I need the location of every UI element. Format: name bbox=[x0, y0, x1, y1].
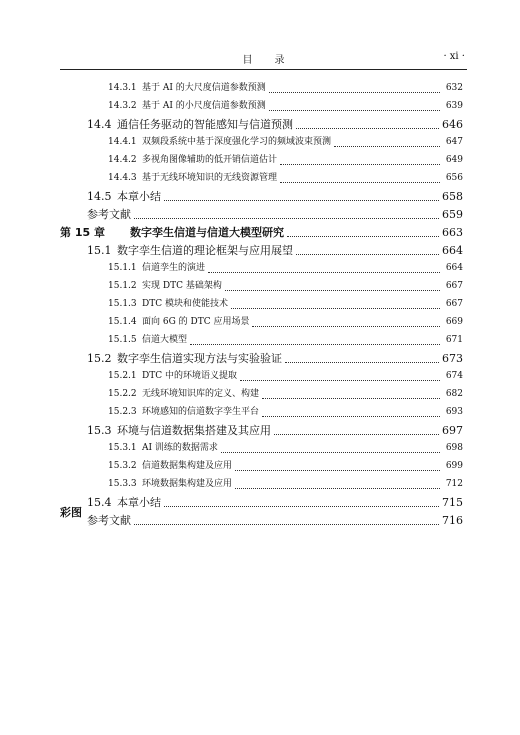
toc-entry-title: 环境感知的信道数字孪生平台 bbox=[142, 407, 260, 417]
toc-entry-title: 基于 AI 的大尺度信道参数预测 bbox=[142, 83, 266, 93]
toc-dot-leader bbox=[262, 415, 440, 417]
toc-entry-number: 15.3.2 bbox=[108, 461, 137, 471]
toc-entry-title: 数字孪生信道实现方法与实验验证 bbox=[117, 352, 282, 365]
toc-entry-page: 664 bbox=[442, 244, 463, 257]
toc-entry-page: 639 bbox=[445, 101, 463, 111]
toc-entry[interactable] bbox=[87, 494, 463, 512]
toc-entry[interactable] bbox=[108, 440, 463, 458]
toc-entry[interactable] bbox=[87, 206, 463, 224]
toc-entry-page: 656 bbox=[445, 173, 463, 183]
toc-entry-title: 信道孪生的演进 bbox=[142, 263, 206, 273]
toc-dot-leader bbox=[134, 217, 439, 219]
toc-entry-title: 数字孪生信道的理论框架与应用展望 bbox=[117, 244, 293, 257]
toc-entry[interactable] bbox=[108, 332, 463, 350]
toc-entry-page: 632 bbox=[445, 83, 463, 93]
toc-entry-title: 通信任务驱动的智能感知与信道预测 bbox=[117, 118, 293, 131]
header-rule bbox=[60, 69, 467, 70]
toc-entry-title: 面向 6G 的 DTC 应用场景 bbox=[142, 317, 250, 327]
toc-entry-title: 本章小结 bbox=[117, 496, 161, 509]
toc-entry-page: 667 bbox=[445, 281, 463, 291]
toc-entry-page: 699 bbox=[445, 461, 463, 471]
toc-dot-leader bbox=[240, 379, 440, 381]
toc-dot-leader bbox=[134, 523, 439, 525]
toc-entry-title: DTC 模块和使能技术 bbox=[142, 299, 228, 309]
toc-dot-leader bbox=[231, 307, 440, 309]
toc-entry-number: 15.1.5 bbox=[108, 335, 137, 345]
toc-entry-title: 数字孪生信道与信道大模型研究 bbox=[130, 226, 284, 239]
header-title: 目录 bbox=[242, 55, 307, 66]
toc-entry[interactable] bbox=[60, 224, 463, 242]
toc-entry-page: 669 bbox=[445, 317, 463, 327]
toc-entry[interactable] bbox=[108, 458, 463, 476]
toc-entry-number: 14.4 bbox=[87, 118, 112, 131]
toc-entry-title: 实现 DTC 基础架构 bbox=[142, 281, 222, 291]
toc-entry-page: 671 bbox=[445, 335, 463, 345]
toc-entry-page: 693 bbox=[445, 407, 463, 417]
toc-dot-leader bbox=[280, 163, 440, 165]
toc-entry-title: AI 训练的数据需求 bbox=[142, 443, 218, 453]
toc-entry-number: 第 15 章 bbox=[60, 226, 105, 239]
toc-entry[interactable] bbox=[108, 296, 463, 314]
toc-dot-leader bbox=[225, 289, 440, 291]
toc-dot-leader bbox=[221, 451, 440, 453]
toc-entry-title: 环境数据集构建及应用 bbox=[142, 479, 233, 489]
toc-entry-number: 15.4 bbox=[87, 496, 112, 509]
toc-entry-page: 698 bbox=[445, 443, 463, 453]
toc-entry-title: 信道大模型 bbox=[142, 335, 188, 345]
toc-entry[interactable] bbox=[108, 98, 463, 116]
toc-entry-title: 环境与信道数据集搭建及其应用 bbox=[117, 424, 271, 437]
toc-entry[interactable] bbox=[87, 422, 463, 440]
toc-entry-title: 多视角图像辅助的低开销信道估计 bbox=[142, 155, 278, 165]
toc-entry-page: 649 bbox=[445, 155, 463, 165]
toc-entry-number: 15.3.3 bbox=[108, 479, 137, 489]
toc-entry[interactable] bbox=[87, 350, 463, 368]
toc-entry-number: 14.3.1 bbox=[108, 83, 137, 93]
toc-entry-page: 682 bbox=[445, 389, 463, 399]
toc-entry[interactable] bbox=[87, 242, 463, 260]
toc-entry-page: 673 bbox=[442, 352, 463, 365]
toc-entry[interactable] bbox=[108, 278, 463, 296]
toc-entry-page: 712 bbox=[445, 479, 463, 489]
toc-dot-leader bbox=[296, 127, 439, 129]
toc-entry-number: 14.5 bbox=[87, 190, 112, 203]
running-header bbox=[60, 51, 467, 67]
toc-dot-leader bbox=[269, 109, 440, 111]
toc-dot-leader bbox=[164, 199, 439, 201]
toc-entry-number: 15.2 bbox=[87, 352, 112, 365]
toc-entry-number: 15.1.1 bbox=[108, 263, 137, 273]
toc-entry[interactable] bbox=[108, 386, 463, 404]
toc-entry-title: 信道数据集构建及应用 bbox=[142, 461, 233, 471]
toc-entry-number: 15.2.3 bbox=[108, 407, 137, 417]
toc-entry[interactable] bbox=[87, 188, 463, 206]
toc-entry[interactable] bbox=[108, 476, 463, 494]
toc-entry-page: 715 bbox=[442, 496, 463, 509]
toc-dot-leader bbox=[280, 181, 440, 183]
toc-entry[interactable] bbox=[108, 404, 463, 422]
toc-entry[interactable] bbox=[108, 152, 463, 170]
toc-entry[interactable] bbox=[108, 170, 463, 188]
toc-entry-number: 15.1.2 bbox=[108, 281, 137, 291]
toc-dot-leader bbox=[274, 433, 439, 435]
toc-entry-page: 697 bbox=[442, 424, 463, 437]
toc-entry-title: 基于 AI 的小尺度信道参数预测 bbox=[142, 101, 266, 111]
toc-entry-page: 674 bbox=[445, 371, 463, 381]
toc-entry-page: 716 bbox=[442, 514, 463, 527]
toc-dot-leader bbox=[164, 505, 439, 507]
toc-entry-title: DTC 中的环境语义提取 bbox=[142, 371, 237, 381]
toc-dot-leader bbox=[235, 469, 440, 471]
toc-entry-title: 参考文献 bbox=[87, 514, 131, 527]
toc-entry-number: 14.4.2 bbox=[108, 155, 137, 165]
toc-dot-leader bbox=[262, 397, 440, 399]
toc-entry-page: 663 bbox=[442, 226, 463, 239]
toc-entry-number: 14.3.2 bbox=[108, 101, 137, 111]
toc-entry-number: 15.2.2 bbox=[108, 389, 137, 399]
toc-dot-leader bbox=[208, 271, 440, 273]
toc-entry-page: 658 bbox=[442, 190, 463, 203]
toc-dot-leader bbox=[190, 343, 440, 345]
toc-entry-title: 基于无线环境知识的无线资源管理 bbox=[142, 173, 278, 183]
toc-entry-title: 双频段系统中基于深度强化学习的频域波束预测 bbox=[142, 137, 332, 147]
toc-entry[interactable] bbox=[87, 116, 463, 134]
toc-dot-leader bbox=[285, 361, 439, 363]
toc-dot-leader bbox=[235, 487, 440, 489]
toc-entry-page: 664 bbox=[445, 263, 463, 273]
toc-entry-page: 659 bbox=[442, 208, 463, 221]
toc-entry-title: 参考文献 bbox=[87, 208, 131, 221]
toc-entry[interactable] bbox=[108, 368, 463, 386]
toc-dot-leader bbox=[334, 145, 440, 147]
toc-entry-number: 15.2.1 bbox=[108, 371, 137, 381]
toc-entry[interactable] bbox=[87, 512, 463, 530]
toc-entry-page: 646 bbox=[442, 118, 463, 131]
toc-entry[interactable] bbox=[108, 314, 463, 332]
toc-dot-leader bbox=[296, 253, 439, 255]
toc-entry[interactable] bbox=[108, 80, 463, 98]
header-page-number: · xi · bbox=[443, 51, 465, 62]
toc-entry-number: 15.1.4 bbox=[108, 317, 137, 327]
toc-entry-number: 15.3 bbox=[87, 424, 112, 437]
toc-entry-title: 本章小结 bbox=[117, 190, 161, 203]
toc-entry-number: 14.4.3 bbox=[108, 173, 137, 183]
toc-dot-leader bbox=[287, 235, 439, 237]
toc-entry[interactable] bbox=[108, 260, 463, 278]
toc-entry-page: 667 bbox=[445, 299, 463, 309]
toc-entry-number: 15.1.3 bbox=[108, 299, 137, 309]
toc-entry-number: 14.4.1 bbox=[108, 137, 137, 147]
toc-entry-page: 647 bbox=[445, 137, 463, 147]
color-plates-entry[interactable]: 彩图 bbox=[60, 506, 82, 519]
toc-entry-number: 15.1 bbox=[87, 244, 112, 257]
toc-dot-leader bbox=[252, 325, 440, 327]
toc-entry-title: 无线环境知识库的定义、构建 bbox=[142, 389, 260, 399]
toc-entry-number: 15.3.1 bbox=[108, 443, 137, 453]
toc-entry[interactable] bbox=[108, 134, 463, 152]
toc-dot-leader bbox=[269, 91, 440, 93]
